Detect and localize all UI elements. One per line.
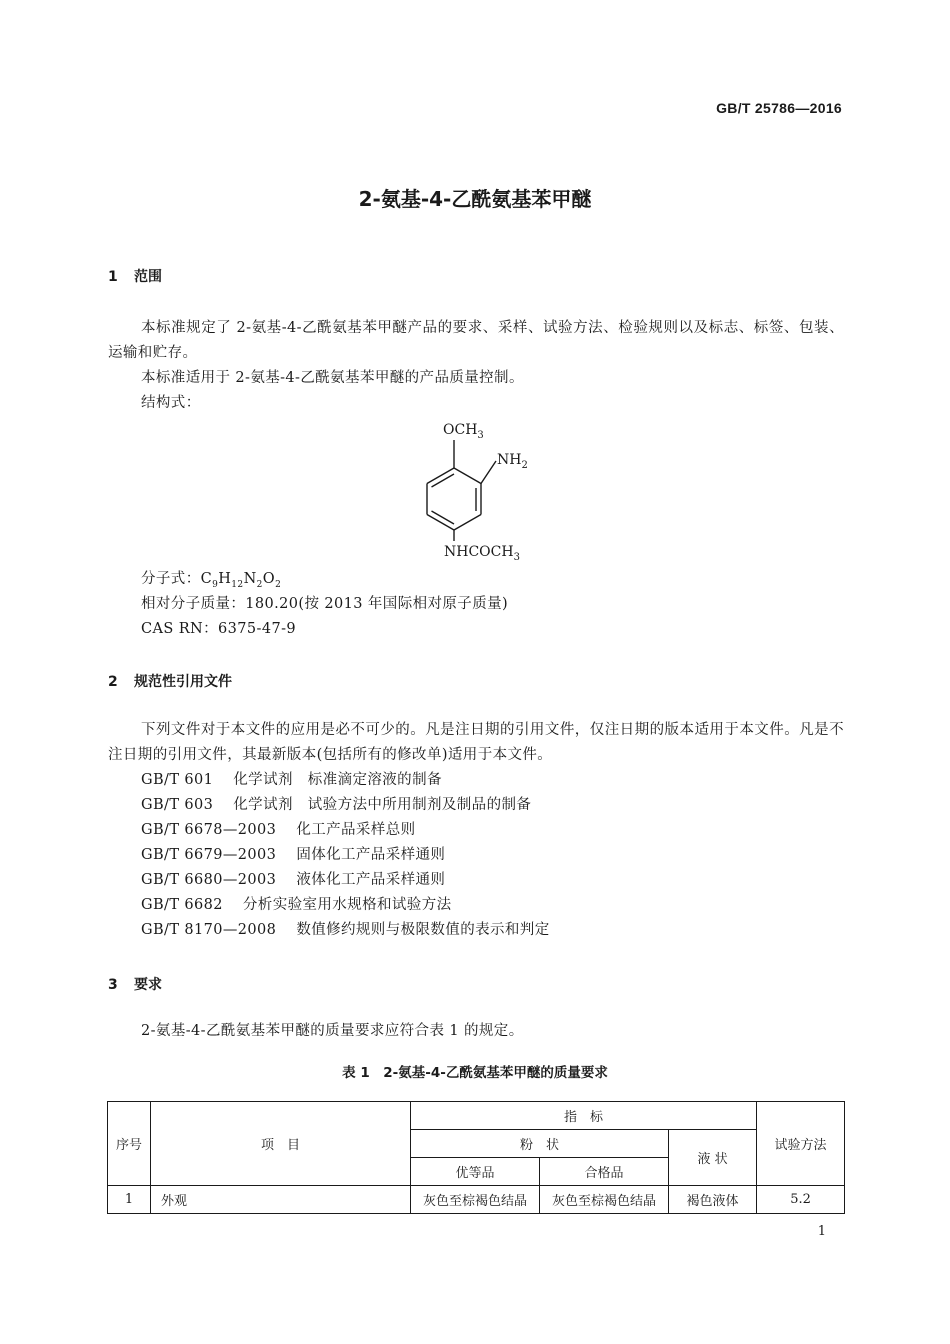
reference-item — [141, 843, 445, 868]
molecular-mass-line: 相对分子质量：180.20(按 2013 年国际相对原子质量) — [141, 596, 509, 612]
section-3-heading — [108, 974, 162, 994]
cell-method: 5.2 — [757, 1186, 845, 1214]
reference-item — [141, 868, 445, 893]
section-number: 3 — [108, 977, 118, 993]
header-method: 试验方法 — [757, 1102, 845, 1186]
document-title: 2-氨基-4-乙酰氨基苯甲醚 — [358, 187, 592, 211]
header-item: 项 目 — [151, 1102, 411, 1186]
cell-seq: 1 — [108, 1186, 151, 1214]
reference-code: GB/T 6680—2003 — [141, 872, 277, 888]
applicability-line: 本标准适用于 2-氨基-4-乙酰氨基苯甲醚的产品质量控制。 — [141, 370, 524, 386]
section-number: 1 — [108, 269, 118, 285]
reference-item — [141, 918, 550, 943]
reference-item — [141, 768, 442, 793]
formula-h: H — [218, 571, 232, 587]
cas-number-line: CAS RN：6375-47-9 — [141, 621, 296, 637]
section-title: 范围 — [134, 269, 162, 285]
reference-item — [141, 793, 531, 818]
reference-title: 化学试剂 标准滴定溶液的制备 — [233, 772, 442, 788]
table-row — [108, 1186, 845, 1214]
reference-code: GB/T 601 — [141, 772, 214, 788]
reference-item — [141, 893, 452, 918]
header-superior: 优等品 — [411, 1158, 540, 1186]
reference-code: GB/T 6678—2003 — [141, 822, 277, 838]
requirements-intro: 2-氨基-4-乙酰氨基苯甲醚的质量要求应符合表 1 的规定。 — [141, 1023, 524, 1039]
normative-intro-paragraph: 下列文件对于本文件的应用是必不可少的。凡是注日期的引用文件，仅注日期的版本适用于本文件。凡是不注日期的引用文件，其最新版本(包括所有的修改单)适用于本文件。 — [108, 722, 844, 763]
formula-c: C — [200, 571, 213, 587]
header-index: 指 标 — [411, 1102, 757, 1130]
reference-code: GB/T 8170—2008 — [141, 922, 277, 938]
formula-n: N — [243, 571, 257, 587]
section-number: 2 — [108, 674, 118, 690]
table-caption: 表 1 2-氨基-4-乙酰氨基苯甲醚的质量要求 — [342, 1065, 608, 1081]
section-2-heading — [108, 671, 232, 691]
formula-o: O — [262, 571, 276, 587]
reference-title: 固体化工产品采样通则 — [296, 847, 446, 863]
reference-code: GB/T 6682 — [141, 897, 223, 913]
acetamido-group: $NHCOCH_3$ — [444, 544, 520, 563]
cell-item: 外观 — [151, 1186, 411, 1214]
reference-code: GB/T 603 — [141, 797, 214, 813]
header-qualified: 合格品 — [540, 1158, 669, 1186]
header-liquid: 液 状 — [669, 1130, 757, 1186]
header-seq: 序号 — [108, 1102, 151, 1186]
table-header-row — [108, 1102, 845, 1130]
scope-paragraph: 本标准规定了 2-氨基-4-乙酰氨基苯甲醚产品的要求、采样、试验方法、检验规则以及标志、标签、包装、运输和贮存。 — [108, 320, 844, 361]
header-powder: 粉 状 — [411, 1130, 669, 1158]
formula-c-count: 9 — [212, 579, 219, 590]
cell-superior: 灰色至棕褐色结晶 — [411, 1186, 540, 1214]
page-number: 1 — [817, 1224, 826, 1239]
formula-h-count: 12 — [231, 579, 244, 590]
benzene-ring — [427, 440, 496, 541]
reference-title: 液体化工产品采样通则 — [296, 872, 446, 888]
section-title: 要求 — [134, 977, 162, 993]
section-1-heading — [108, 266, 162, 286]
reference-title: 化学试剂 试验方法中所用制剂及制品的制备 — [233, 797, 532, 813]
structural-formula — [400, 414, 560, 564]
reference-title: 化工产品采样总则 — [296, 822, 416, 838]
standard-number: GB/T 25786—2016 — [716, 100, 842, 116]
section-title: 规范性引用文件 — [134, 674, 232, 690]
structure-label: 结构式： — [141, 395, 201, 411]
cell-qualified: 灰色至棕褐色结晶 — [540, 1186, 669, 1214]
methoxy-group: $OCH_3$ — [443, 422, 484, 441]
cell-liquid: 褐色液体 — [669, 1186, 757, 1214]
formula-o-count: 2 — [275, 579, 282, 590]
formula-label: 分子式： — [141, 571, 201, 587]
formula-n-count: 2 — [256, 579, 263, 590]
reference-title: 分析实验室用水规格和试验方法 — [242, 897, 452, 913]
quality-requirements-table — [107, 1101, 845, 1214]
reference-code: GB/T 6679—2003 — [141, 847, 277, 863]
amino-group: $NH_2$ — [497, 452, 528, 471]
reference-title: 数值修约规则与极限数值的表示和判定 — [296, 922, 550, 938]
reference-item — [141, 818, 416, 843]
